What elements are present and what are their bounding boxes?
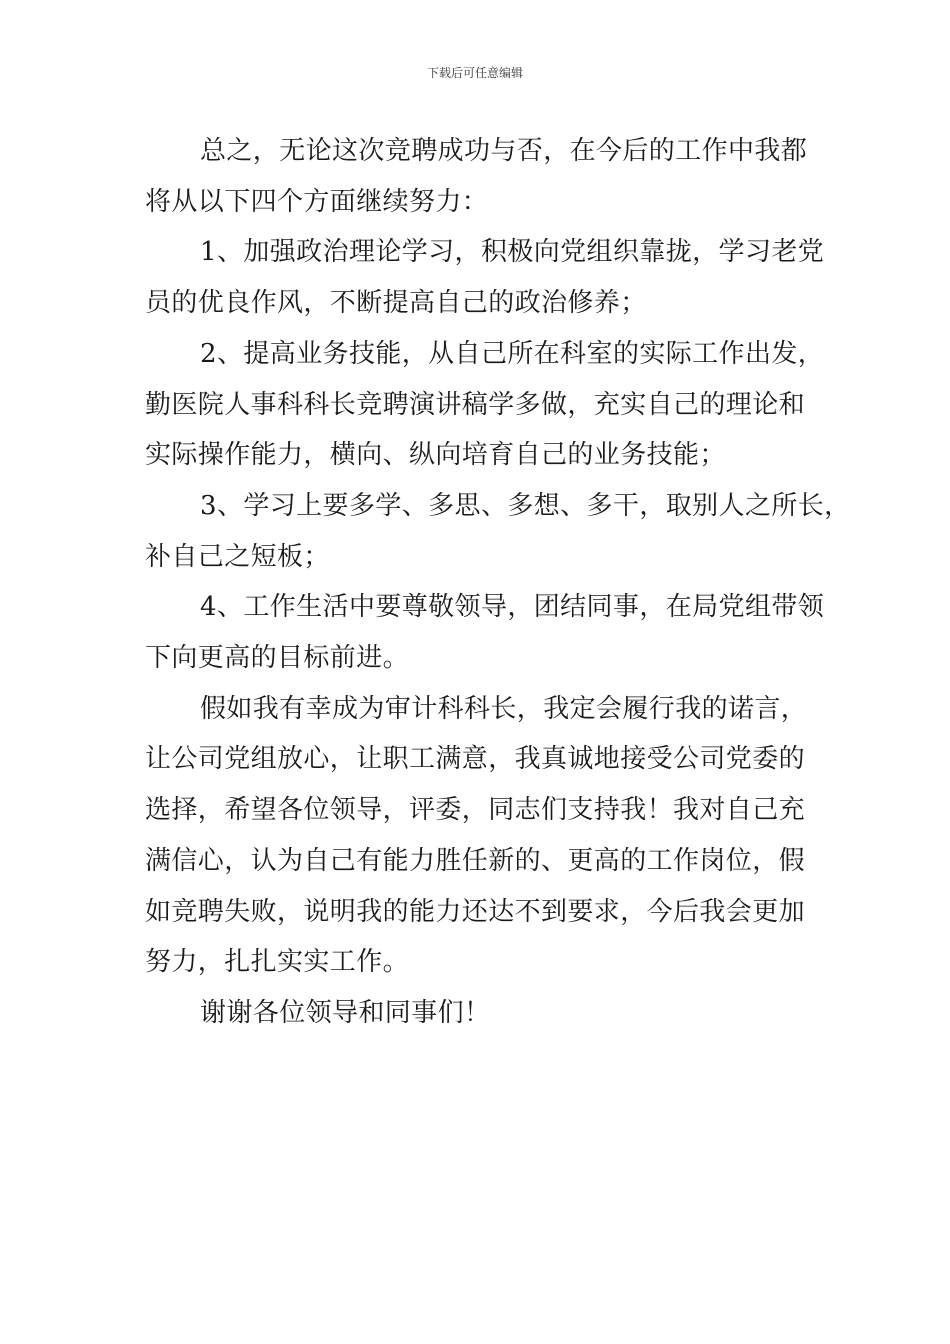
- text-line: 1、加强政治理论学习，积极向党组织靠拢，学习老党: [200, 237, 825, 268]
- paragraph-point-1: [145, 227, 825, 328]
- text-line: 实际操作能力，横向、纵向培育自己的业务技能；: [145, 440, 726, 471]
- paragraph-thanks: [145, 988, 815, 1039]
- text-line: 让公司党组放心，让职工满意，我真诚地接受公司党委的: [145, 744, 806, 775]
- document-body: [145, 126, 851, 1039]
- header-note: 下载后可任意编辑: [426, 66, 523, 80]
- text-line: 补自己之短板；: [145, 541, 330, 572]
- text-line: 勤医院人事科科长竞聘演讲稿学多做，充实自己的理论和: [145, 389, 806, 420]
- paragraph-commitment: [145, 684, 815, 988]
- text-line: 谢谢各位领导和同事们！: [200, 997, 491, 1028]
- text-line: 满信心，认为自己有能力胜任新的、更高的工作岗位，假: [145, 845, 806, 876]
- text-line: 假如我有幸成为审计科科长，我定会履行我的诺言，: [200, 693, 808, 724]
- text-line: 下向更高的目标前进。: [145, 643, 410, 674]
- text-line: 如竞聘失败，说明我的能力还达不到要求，今后我会更加: [145, 896, 806, 927]
- text-line: 选择，希望各位领导，评委，同志们支持我！我对自己充: [145, 795, 806, 826]
- paragraph-point-2: [145, 329, 825, 481]
- paragraph-point-3: [145, 481, 851, 582]
- paragraph-point-4: [145, 582, 825, 683]
- text-line: 努力，扎扎实实工作。: [145, 947, 410, 978]
- text-line: 员的优良作风，不断提高自己的政治修养；: [145, 288, 647, 319]
- text-line: 3、学习上要多学、多思、多想、多干，取别人之所长，: [200, 490, 851, 521]
- text-line: 4、工作生活中要尊敬领导，团结同事，在局党组带领: [200, 592, 825, 623]
- text-line: 2、提高业务技能，从自己所在科室的实际工作出发，: [200, 338, 825, 369]
- text-line: 将从以下四个方面继续努力：: [145, 186, 489, 217]
- text-line: 总之，无论这次竞聘成功与否，在今后的工作中我都: [200, 136, 808, 166]
- paragraph-summary: [145, 126, 815, 227]
